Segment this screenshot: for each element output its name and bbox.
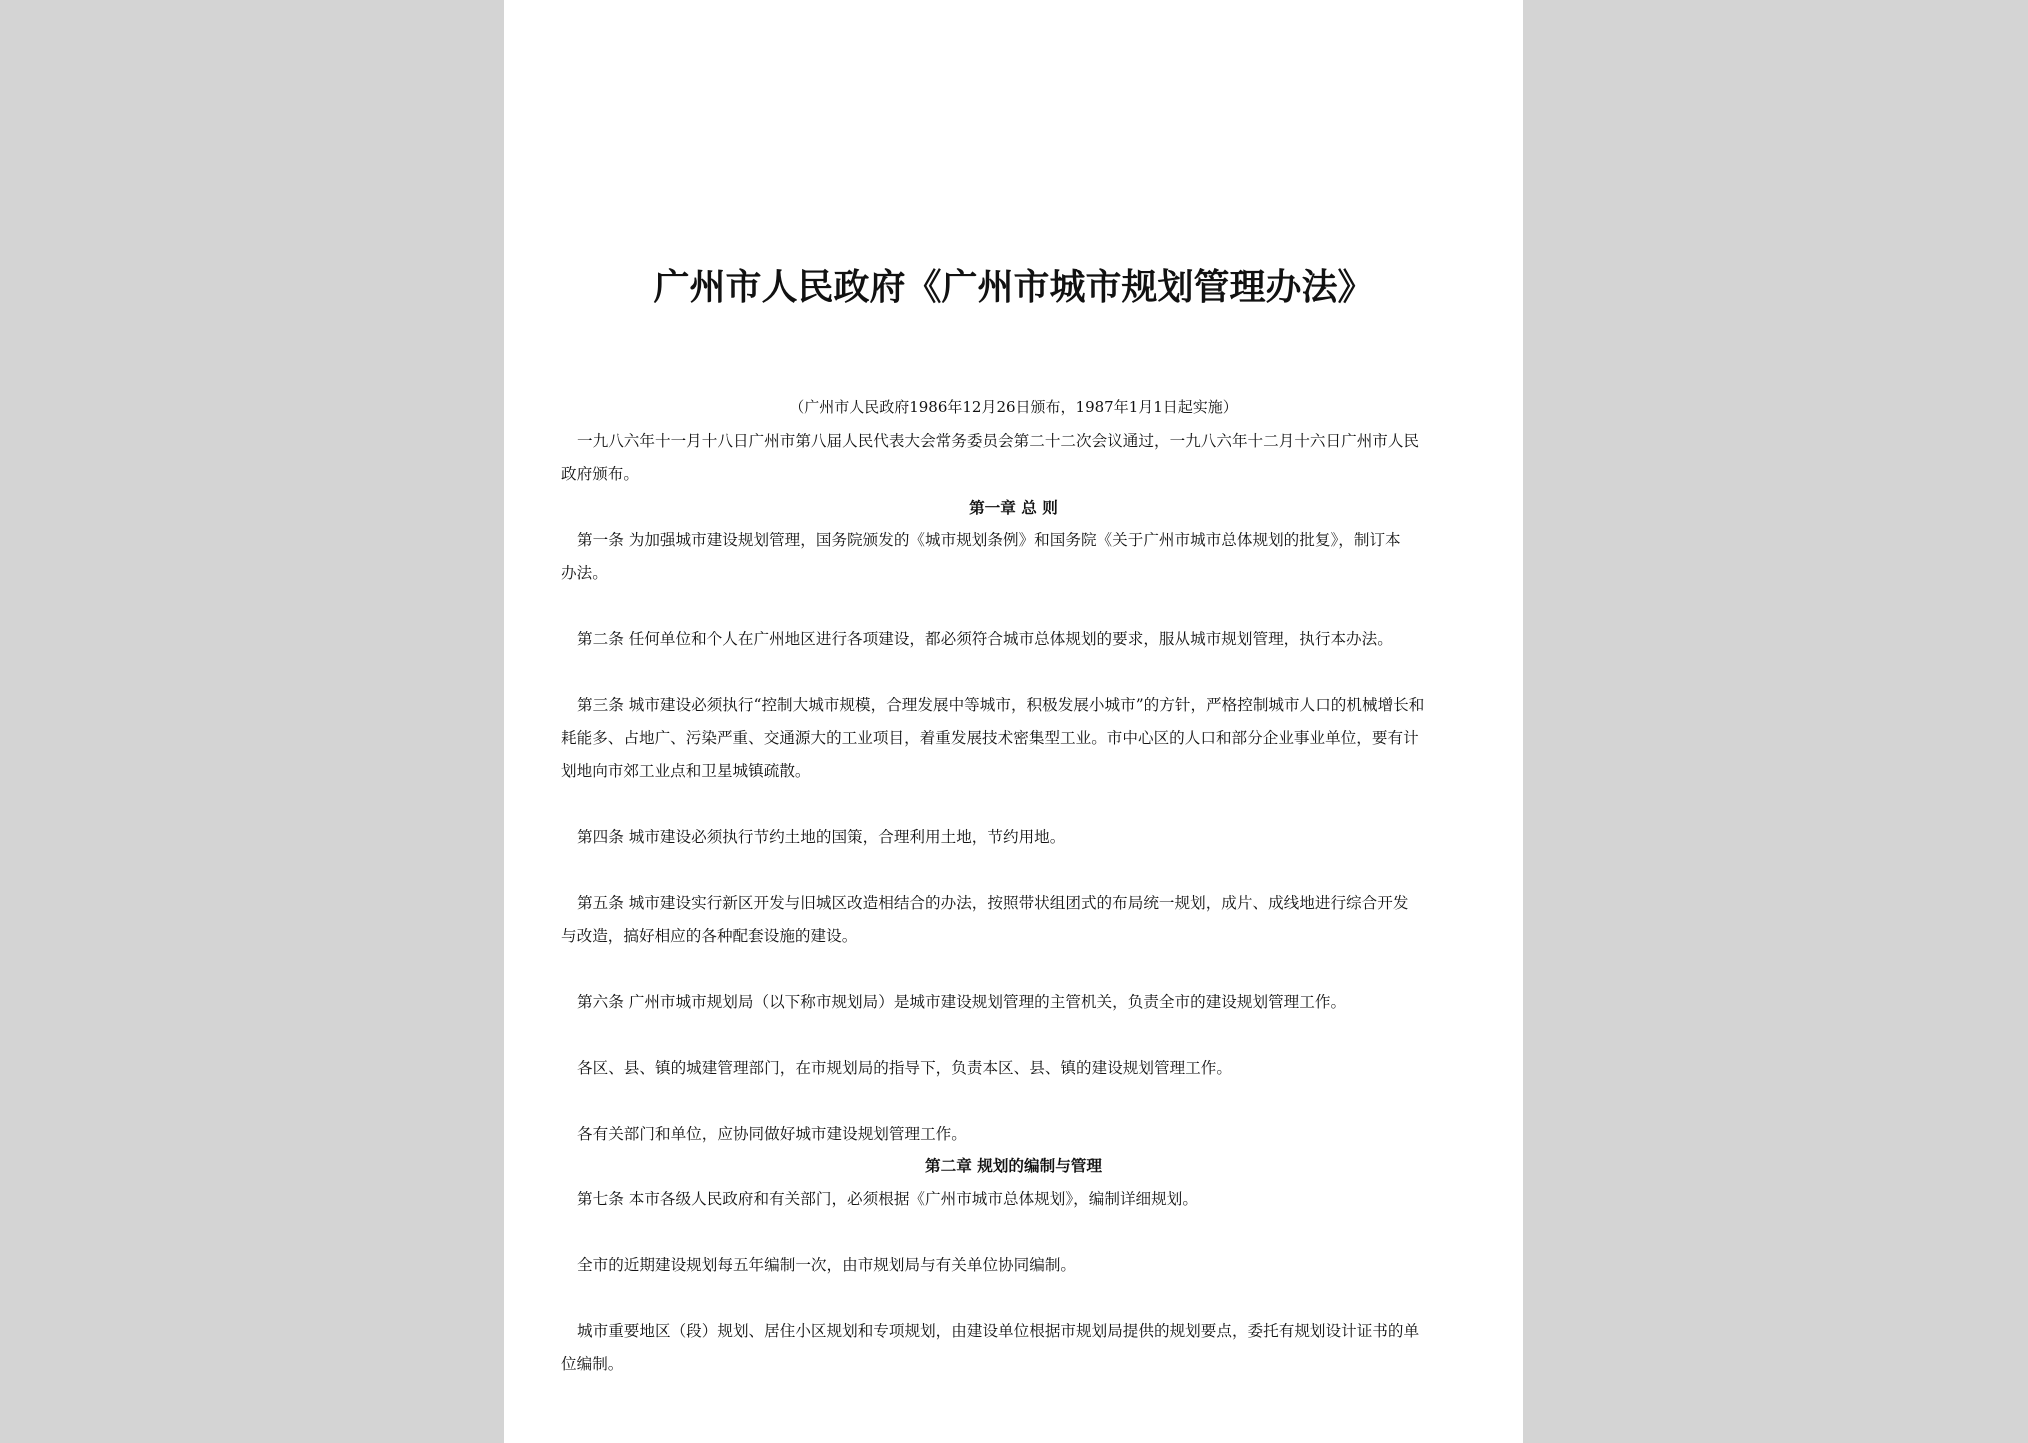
- article-7-paragraph-3-line-2: 位编制。: [561, 1355, 624, 1373]
- article-1-line-2: 办法。: [561, 564, 608, 582]
- article-6-paragraph-3: 各有关部门和单位，应协同做好城市建设规划管理工作。: [577, 1125, 967, 1143]
- article-3-line-2: 耗能多、占地广、污染严重、交通源大的工业项目，着重发展技术密集型工业。市中心区的人口和部分企业事业单位，要有计: [561, 729, 1419, 747]
- article-2: 第二条 任何单位和个人在广州地区进行各项建设，都必须符合城市总体规划的要求，服从城市规划管理，执行本办法。: [577, 630, 1393, 648]
- article-5-line-2: 与改造，搞好相应的各种配套设施的建设。: [561, 927, 858, 945]
- article-7: 第七条 本市各级人民政府和有关部门，必须根据《广州市城市总体规划》，编制详细规划。: [577, 1190, 1198, 1208]
- chapter-1-heading: 第一章 总 则: [969, 498, 1058, 517]
- article-3-line-1: 第三条 城市建设必须执行“控制大城市规模，合理发展中等城市，积极发展小城市”的方针，严格控制城市人口的机械增长和: [577, 696, 1425, 714]
- article-7-paragraph-2: 全市的近期建设规划每五年编制一次，由市规划局与有关单位协同编制。: [577, 1256, 1077, 1274]
- passage-line-1: 一九八六年十一月十八日广州市第八届人民代表大会常务委员会第二十二次会议通过，一九八六年十二月十六日广州市人民: [577, 432, 1420, 450]
- article-6: 第六条 广州市城市规划局（以下称市规划局）是城市建设规划管理的主管机关，负责全市的建设规划管理工作。: [577, 993, 1347, 1011]
- article-5-line-1: 第五条 城市建设实行新区开发与旧城区改造相结合的办法，按照带状组团式的布局统一规划，成片、成线地进行综合开发: [577, 894, 1409, 912]
- article-3-line-3: 划地向市郊工业点和卫星城镇疏散。: [561, 762, 811, 780]
- passage-line-2: 政府颁布。: [561, 465, 639, 483]
- article-4: 第四条 城市建设必须执行节约土地的国策，合理利用土地，节约用地。: [577, 828, 1066, 846]
- article-1-line-1: 第一条 为加强城市建设规划管理，国务院颁发的《城市规划条例》和国务院《关于广州市城市总体规划的批复》，制订本: [577, 531, 1401, 549]
- article-6-paragraph-2: 各区、县、镇的城建管理部门，在市规划局的指导下，负责本区、县、镇的建设规划管理工作。: [577, 1059, 1232, 1077]
- document-page: [504, 0, 1523, 1443]
- promulgation-date-line: （广州市人民政府1986年12月26日颁布，1987年1月1日起实施）: [789, 398, 1238, 416]
- chapter-2-heading: 第二章 规划的编制与管理: [925, 1156, 1102, 1175]
- article-7-paragraph-3-line-1: 城市重要地区（段）规划、居住小区规划和专项规划，由建设单位根据市规划局提供的规划要点，委托有规划设计证书的单: [577, 1322, 1420, 1340]
- document-title: 广州市人民政府《广州市城市规划管理办法》: [653, 266, 1374, 308]
